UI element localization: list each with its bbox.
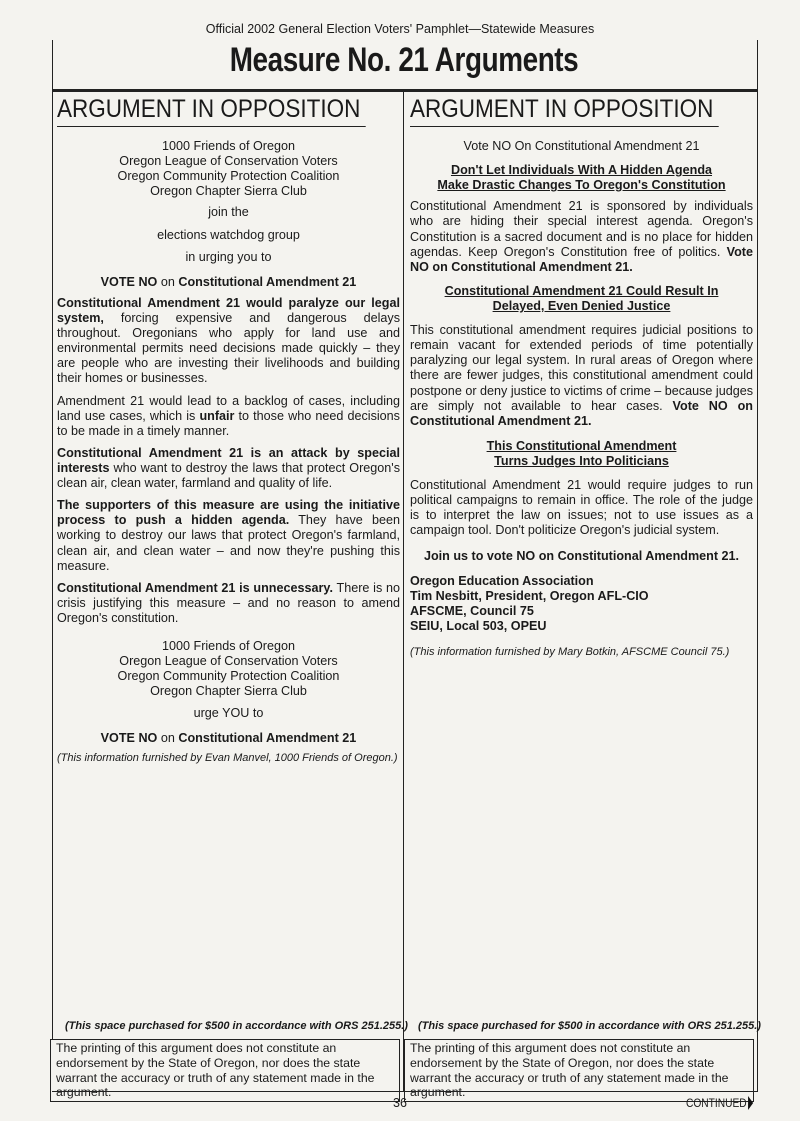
right-signature-4: SEIU, Local 503, OPEU bbox=[410, 618, 547, 633]
column-divider bbox=[403, 92, 404, 1092]
left-org-4: Oregon Chapter Sierra Club bbox=[150, 184, 307, 199]
right-join-us: Join us to vote NO on Constitutional Amendment 21. bbox=[423, 548, 740, 563]
left-urge: urge YOU to bbox=[193, 705, 264, 720]
left-urging: in urging you to bbox=[185, 249, 272, 264]
right-subheading-2: Constitutional Amendment 21 Could Result In Delayed, Even Denied Justice bbox=[444, 283, 719, 313]
left-paragraph-1: Constitutional Amendment 21 would paralyze our legal system, forcing expensive and dangerous delays throughout. Oregonians who apply for land use and environmental permits need decisions made quickly – they are people who are investing their livelihoods and building their homes or businesses. bbox=[57, 295, 400, 386]
left-paragraph-4: The supporters of this measure are using the initiative process to push a hidden agenda. They have been working to destroy our laws that protect Oregon's farmland, clean air, and clean water – and now they're pushing this measure. bbox=[57, 498, 401, 573]
left-org-3-repeat: Oregon Community Protection Coalition bbox=[117, 669, 340, 684]
continued-marker: CONTINUED bbox=[686, 1096, 753, 1110]
left-furnished-by: (This information furnished by Evan Manvel, 1000 Friends of Oregon.) bbox=[57, 751, 398, 764]
left-join: join the bbox=[208, 205, 249, 220]
right-subheading-3: This Constitutional Amendment Turns Judges Into Politicians bbox=[486, 438, 677, 468]
right-signature-2: Tim Nesbitt, President, Oregon AFL-CIO bbox=[410, 588, 649, 603]
left-org-2-repeat: Oregon League of Conservation Voters bbox=[119, 654, 338, 669]
right-paragraph-3: Constitutional Amendment 21 would require judges to run political campaigns to remain in office. The role of the judge is to interpret the law on issues; not to use issues as a campaign tool. Don't politicize Oregon's judicial system. bbox=[410, 478, 753, 538]
left-org-1-repeat: 1000 Friends of Oregon bbox=[161, 639, 295, 654]
bottom-divider bbox=[52, 1091, 758, 1092]
left-org-4-repeat: Oregon Chapter Sierra Club bbox=[150, 684, 307, 699]
left-vote-no: VOTE NO on Constitutional Amendment 21 bbox=[100, 274, 357, 289]
arrow-right-icon bbox=[748, 1096, 753, 1110]
left-org-3: Oregon Community Protection Coalition bbox=[117, 169, 340, 184]
left-paragraph-5: Constitutional Amendment 21 is unnecessary. There is no crisis justifying this measure – and no reason to amend Oregon's constitution. bbox=[57, 580, 400, 625]
page-number: 36 bbox=[393, 1096, 407, 1110]
right-furnished-by: (This information furnished by Mary Botkin, AFSCME Council 75.) bbox=[410, 646, 730, 659]
left-heading: ARGUMENT IN OPPOSITION bbox=[57, 92, 366, 127]
right-disclaimer: The printing of this argument does not constitute an endorsement by the State of Oregon, nor does the state warrant the accuracy or truth of any statement made in the argument. bbox=[404, 1039, 754, 1102]
right-subheading-1: Don't Let Individuals With A Hidden Agenda Make Drastic Changes To Oregon's Constitution bbox=[437, 163, 726, 193]
left-paragraph-2: Amendment 21 would lead to a backlog of cases, including land use cases, which is unfair to those who need decisions to be made in a timely manner. bbox=[57, 393, 400, 438]
right-intro: Vote NO On Constitutional Amendment 21 bbox=[463, 139, 700, 153]
left-org-2: Oregon League of Conservation Voters bbox=[119, 154, 338, 169]
left-watchdog: elections watchdog group bbox=[157, 227, 300, 242]
page-title: Measure No. 21 Arguments bbox=[229, 41, 579, 79]
right-purchase-note: (This space purchased for $500 in accordance with ORS 251.255.) bbox=[418, 1020, 761, 1032]
right-paragraph-2: This constitutional amendment requires judicial positions to remain vacant for extended periods of time potentially paralyzing our legal system. In rural areas of Oregon where there are fewer judges, this constitutional amendment could postpone or deny justice to victims of crime – because judges are simply not available to hear cases. Vote NO on Constitutional Amendment 21. bbox=[410, 323, 754, 428]
right-heading: ARGUMENT IN OPPOSITION bbox=[410, 92, 719, 127]
right-signature-1: Oregon Education Association bbox=[410, 573, 594, 588]
left-disclaimer: The printing of this argument does not constitute an endorsement by the State of Oregon, nor does the state warrant the accuracy or truth of any statement made in the argument. bbox=[50, 1039, 400, 1102]
left-purchase-note: (This space purchased for $500 in accordance with ORS 251.255.) bbox=[65, 1020, 408, 1032]
left-org-1: 1000 Friends of Oregon bbox=[161, 139, 295, 153]
right-signature-3: AFSCME, Council 75 bbox=[410, 603, 534, 618]
pamphlet-header: Official 2002 General Election Voters' Pamphlet—Statewide Measures bbox=[205, 22, 595, 36]
left-paragraph-3: Constitutional Amendment 21 is an attack by special interests who want to destroy the laws that protect Oregon's clean air, clean water, farmland and quality of life. bbox=[57, 445, 400, 491]
left-vote-no-repeat: VOTE NO on Constitutional Amendment 21 bbox=[100, 730, 357, 745]
right-paragraph-1: Constitutional Amendment 21 is sponsored by individuals who are hiding their special interest agenda. Oregon's Constitution is a sacred document and is no place for hidden agendas. Keep Oregon's Constitution free of politics. Vote NO on Constitutional Amendment 21. bbox=[410, 199, 753, 274]
right-argument bbox=[410, 92, 753, 666]
left-argument bbox=[57, 92, 400, 772]
